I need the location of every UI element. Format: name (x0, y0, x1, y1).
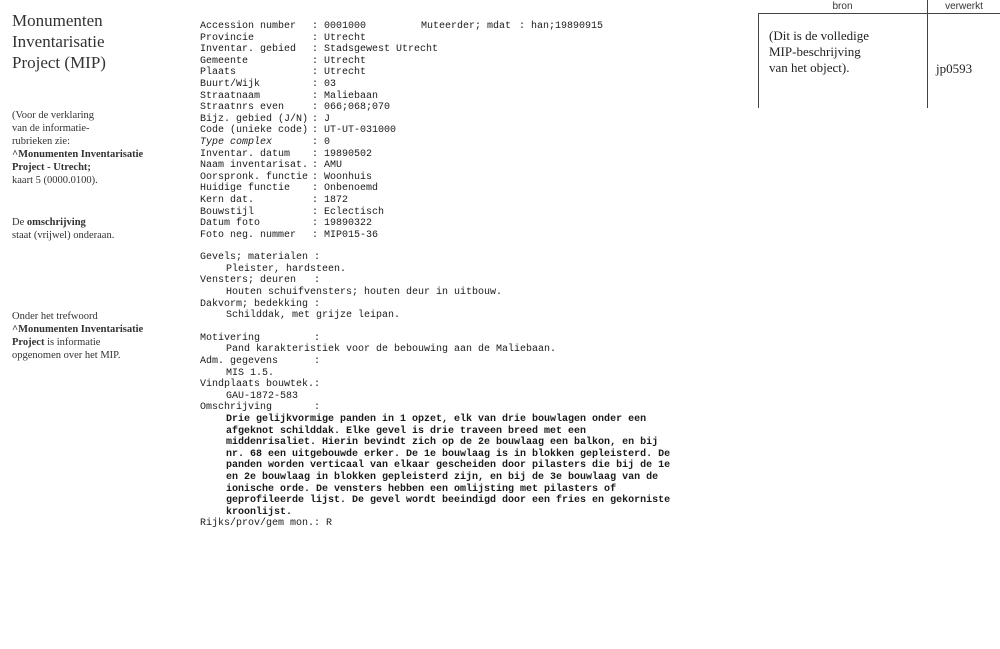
section-text: Houten schuifvensters; houten deur in uitbouw. (226, 287, 503, 299)
field-separator: : (312, 171, 319, 183)
field-separator: : (312, 183, 319, 195)
field-row (200, 160, 740, 172)
section-text: middenrisaliet. Hierin bevindt zich op de 2e bouwlaag een balkon, en bij (226, 437, 659, 449)
section-heading: Motivering : (200, 332, 321, 344)
desc-line: van het object). (769, 60, 850, 75)
field-value: Maliebaan (324, 90, 379, 102)
field-separator: : (312, 21, 319, 32)
field-separator: : (312, 113, 319, 125)
field-row (200, 149, 740, 161)
section-heading: Adm. gegevens : (200, 356, 321, 368)
field-value: 03 (324, 78, 337, 90)
field-separator: : (312, 136, 319, 148)
section-heading: Gevels; materialen : (200, 252, 321, 264)
field-value: Onbenoemd (324, 183, 379, 195)
section-text: Pleister, hardsteen. (226, 263, 347, 275)
field-label: Buurt/Wijk (200, 78, 261, 90)
note-line: kaart 5 (0000.0100). (12, 175, 98, 186)
field-row (200, 33, 740, 45)
field-row (200, 137, 740, 149)
field-separator: : (312, 160, 319, 172)
field-row (200, 44, 740, 56)
field-separator: : (312, 102, 319, 114)
title-line: Inventarisatie (12, 32, 105, 51)
note-line: Onder het trefwoord (12, 311, 98, 322)
record-sections-description (200, 333, 740, 530)
header-verwerkt: verwerkt (928, 0, 1000, 14)
section-heading: Rijks/prov/gem mon.: R (200, 518, 333, 530)
field-value: Utrecht (324, 55, 367, 67)
section-text: Pand karakteristiek voor de bebouwing aan de Maliebaan. (226, 344, 557, 356)
note-text: De (12, 217, 27, 228)
field-separator: : (312, 125, 319, 137)
field-label: Bouwstijl (200, 206, 255, 218)
field-value: Utrecht (324, 32, 367, 44)
note-bold-text: omschrijving (26, 217, 86, 228)
section-text: panden worden verticaal van elkaar gescheiden door pilasters die bij de 1e (226, 460, 671, 472)
field-label: Type complex (200, 136, 273, 148)
field-label: Foto neg. nummer (200, 229, 297, 241)
record-sections-materials (200, 252, 740, 322)
field-label: Accession number (200, 21, 297, 32)
field-label: Code (unieke code) (200, 125, 309, 137)
field-row (200, 172, 740, 184)
field-label: Straatnrs even (200, 102, 285, 114)
field-row (200, 79, 740, 91)
field-label: Oorspronk. functie (200, 171, 309, 183)
sidebar (12, 10, 162, 361)
note-text: is informatie (44, 337, 101, 348)
field-row (200, 102, 740, 114)
note-line: opgenomen over het MIP. (12, 350, 121, 361)
field-label: Provincie (200, 32, 255, 44)
section-text: Schilddak, met grijze leipan. (226, 310, 401, 322)
note-bold-text: Project (12, 337, 45, 348)
field-value: UT-UT-031000 (324, 125, 397, 137)
section-text: afgeknot schilddak. Elke gevel is drie traveen breed met een (226, 425, 587, 437)
explanation-note (12, 109, 162, 187)
section-text: Drie gelijkvormige panden in 1 opzet, elk van drie bouwlagen onder een (226, 414, 647, 425)
field-value: Eclectisch (324, 206, 385, 218)
note-bold-line: Project - Utrecht; (12, 162, 91, 173)
field-separator: : (312, 90, 319, 102)
source-description (769, 28, 919, 76)
field-separator: : (312, 78, 319, 90)
note-line (12, 216, 162, 229)
field-row (200, 56, 740, 68)
field-value: 066;068;070 (324, 102, 391, 114)
title-line: Project (MIP) (12, 53, 106, 72)
section-text: kroonlijst. (226, 506, 293, 518)
note-line: staat (vrijwel) onderaan. (12, 230, 115, 241)
field-row (200, 195, 740, 207)
field-row (200, 183, 740, 195)
field-separator: : (312, 194, 319, 206)
section-text: MIS 1.5. (226, 367, 275, 379)
desc-line: MIP-beschrijving (769, 44, 861, 59)
note-line: van de informatie- (12, 123, 90, 134)
section-text: en 2e bouwlaag in blokken gepleisterd zijn, en bij de 3e bouwlaag van de (226, 471, 659, 483)
field-extra-value: han;19890915 (531, 21, 604, 32)
field-separator: : (312, 218, 319, 230)
field-row (200, 114, 740, 126)
field-separator: : (312, 44, 319, 56)
section-heading: Omschrijving : (200, 402, 321, 414)
field-value: Utrecht (324, 67, 367, 79)
field-row (200, 207, 740, 219)
field-label: Plaats (200, 67, 237, 79)
field-row (200, 125, 740, 137)
field-row (200, 67, 740, 79)
field-label: Inventar. datum (200, 148, 291, 160)
field-row (200, 218, 740, 230)
field-value: MIP015-36 (324, 229, 379, 241)
field-value: Woonhuis (324, 171, 373, 183)
field-value: 19890322 (324, 218, 373, 230)
field-row (200, 91, 740, 103)
field-separator: : (312, 148, 319, 160)
section-heading: Vindplaats bouwtek.: (200, 379, 321, 391)
note-line: (Voor de verklaring (12, 110, 95, 121)
field-extra-label: Muteerder; mdat (421, 21, 512, 32)
field-value: 0 (324, 136, 331, 148)
keyword-note (12, 310, 162, 362)
field-label: Straatnaam (200, 90, 261, 102)
note-bold-line: ^Monumenten Inventarisatie (12, 324, 144, 335)
mip-record (200, 21, 740, 530)
field-label: Bijz. gebied (J/N) (200, 113, 309, 125)
description-note (12, 216, 162, 242)
desc-line: (Dit is de volledige (769, 28, 870, 43)
note-line (12, 336, 162, 349)
verwerkt-code: jp0593 (936, 61, 973, 76)
field-label: Kern dat. (200, 194, 255, 206)
field-separator: : (312, 32, 319, 44)
field-row (200, 21, 740, 33)
source-table (758, 0, 1000, 108)
field-value: J (324, 113, 331, 125)
header-bron: bron (758, 0, 928, 14)
note-line: rubrieken zie: (12, 136, 71, 147)
section-heading: Dakvorm; bedekking : (200, 298, 321, 310)
section-text: geprofileerde lijst. De gevel wordt beeindigd door een fries en gekorniste (226, 495, 671, 507)
field-separator: : (312, 55, 319, 67)
field-value: 19890502 (324, 148, 373, 160)
title-line: Monumenten (12, 11, 103, 30)
field-label: Gemeente (200, 55, 249, 67)
field-label: Naam inventarisat. (200, 160, 309, 172)
record-fields (200, 21, 740, 241)
section-heading: Vensters; deuren : (200, 275, 321, 287)
field-label: Inventar. gebied (200, 44, 297, 56)
field-value: AMU (324, 160, 343, 172)
section-text: nr. 68 een uitgebouwde erker. De 1e bouwlaag is in blokken gepleisterd. De (226, 448, 671, 460)
field-separator: : (519, 21, 526, 32)
field-value: Stadsgewest Utrecht (324, 44, 439, 56)
document-title (12, 10, 162, 73)
field-separator: : (312, 67, 319, 79)
field-separator: : (312, 206, 319, 218)
section-text: ionische orde. De vensters hebben een omlijsting met pilasters of (226, 483, 617, 495)
field-label: Datum foto (200, 218, 261, 230)
section-text: GAU-1872-583 (226, 390, 299, 402)
field-value: 0001000 (324, 21, 367, 32)
field-separator: : (312, 229, 319, 241)
field-row (200, 230, 740, 242)
field-label: Huidige functie (200, 183, 291, 195)
field-value: 1872 (324, 194, 349, 206)
note-bold-line: ^Monumenten Inventarisatie (12, 149, 144, 160)
